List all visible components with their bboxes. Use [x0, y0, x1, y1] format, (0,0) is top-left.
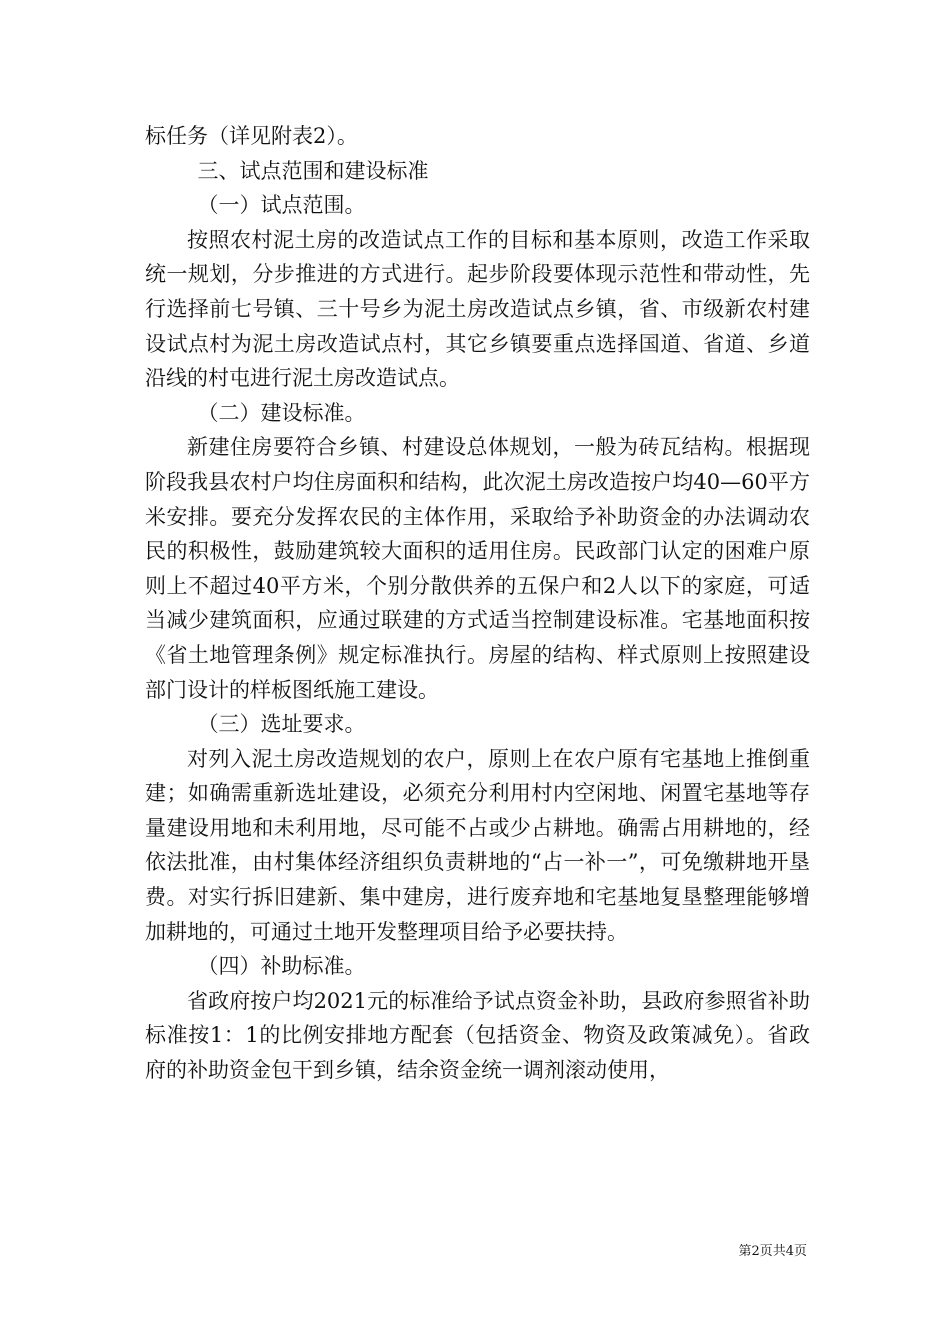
paragraph-pilot-scope: 按照农村泥土房的改造试点工作的目标和基本原则，改造工作采取统一规划，分步推进的方式进行。起步阶段要体现示范性和带动性，先行选择前七号镇、三十号乡为泥土房改造试点乡镇，省、市级新农村建设试点村为泥土房改造试点村，其它乡镇要重点选择国道、省道、乡道沿线的村屯进行泥土房改造试点。 [145, 227, 810, 391]
document-body [145, 119, 810, 1088]
paragraph-subsidy-standards: 省政府按户均2021元的标准给予试点资金补助，县政府参照省补助标准按1：1的比例安排地方配套（包括资金、物资及政策减免）。省政府的补助资金包干到乡镇，结余资金统一调剂滚动使用， [145, 988, 810, 1083]
paragraph-task-continuation: 标任务（详见附表2）。 [145, 124, 358, 148]
paragraph-construction-standards: 新建住房要符合乡镇、村建设总体规划，一般为砖瓦结构。根据现阶段我县农村户均住房面积和结构，此次泥土房改造按户均40—60平方米安排。要充分发挥农民的主体作用，采取给予补助资金的办法调动农民的积极性，鼓励建筑较大面积的适用住房。民政部门认定的困难户原则上不超过40平方米，个别分散供养的五保户和2人以下的家庭，可适当减少建筑面积，应通过联建的方式适当控制建设标准。宅基地面积按《省土地管理条例》规定标准执行。房屋的结构、样式原则上按照建设部门设计的样板图纸施工建设。 [145, 435, 810, 702]
subheading-construction-standards: （二）建设标准。 [197, 400, 366, 425]
subheading-site-selection: （三）选址要求。 [197, 712, 366, 737]
subheading-pilot-scope: （一）试点范围。 [197, 193, 366, 218]
subheading-subsidy-standards: （四）补助标准。 [197, 954, 366, 979]
paragraph-site-selection: 对列入泥土房改造规划的农户，原则上在农户原有宅基地上推倒重建；如确需重新选址建设，必须充分利用村内空闲地、闲置宅基地等存量建设用地和未利用地，尽可能不占或少占耕地。确需占用耕地的，经依法批准，由村集体经济组织负责耕地的“占一补一”，可免缴耕地开垦费。对实行拆旧建新、集中建房，进行废弃地和宅基地复垦整理能够增加耕地的，可通过土地开发整理项目给予必要扶持。 [145, 746, 810, 944]
section-heading-scope-standards: 三、试点范围和建设标准 [197, 158, 429, 183]
page-number-footer: 第2页共4页 [738, 1244, 807, 1259]
